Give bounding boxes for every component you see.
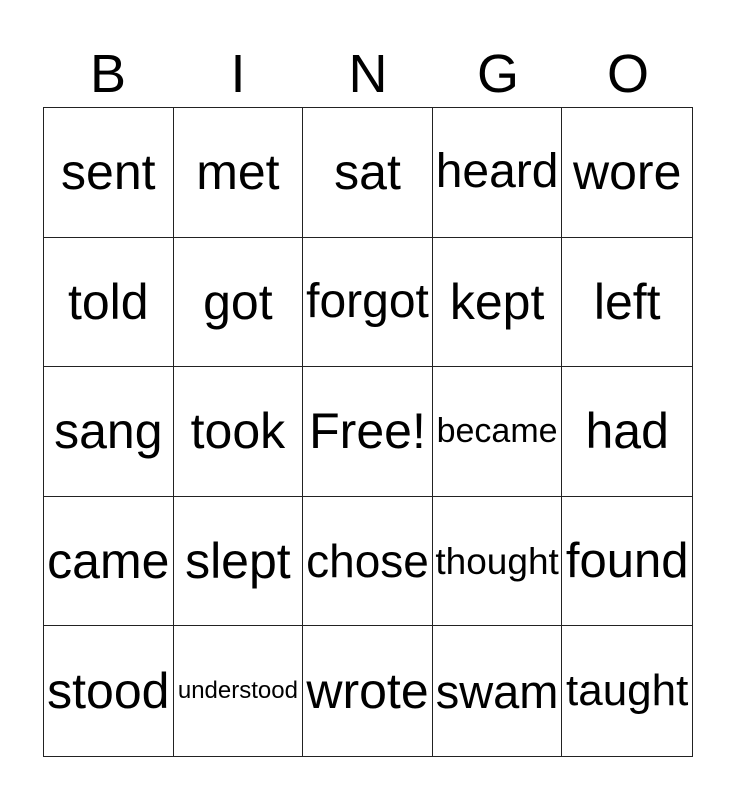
bingo-cell[interactable]: thought — [433, 497, 563, 627]
bingo-cell[interactable]: understood — [174, 626, 304, 756]
bingo-cell[interactable]: chose — [303, 497, 433, 627]
bingo-cell[interactable]: got — [174, 238, 304, 368]
bingo-cell[interactable]: sent — [44, 108, 174, 238]
bingo-cell[interactable]: slept — [174, 497, 304, 627]
bingo-cell[interactable]: wrote — [303, 626, 433, 756]
bingo-cell[interactable]: taught — [566, 666, 689, 716]
header-letter-b: B — [89, 44, 127, 104]
bingo-cell[interactable]: forgot — [303, 238, 433, 368]
header-letter-i: I — [230, 44, 246, 104]
bingo-cell[interactable]: heard — [433, 108, 563, 238]
bingo-cell[interactable]: became — [433, 367, 563, 497]
bingo-cell[interactable]: told — [44, 238, 174, 368]
bingo-cell[interactable]: took — [174, 367, 304, 497]
bingo-cell[interactable]: swam — [433, 626, 563, 756]
bingo-cell[interactable]: came — [44, 497, 174, 627]
header-letter-n: N — [348, 44, 388, 104]
bingo-cell[interactable]: kept — [433, 238, 563, 368]
bingo-board — [43, 107, 693, 757]
bingo-cell[interactable]: met — [174, 108, 304, 238]
header-letter-o: O — [606, 44, 649, 104]
bingo-header — [43, 42, 693, 106]
bingo-cell[interactable]: wore — [562, 108, 692, 238]
bingo-cell[interactable]: had — [562, 367, 692, 497]
bingo-cell[interactable]: sat — [303, 108, 433, 238]
bingo-cell[interactable]: sang — [44, 367, 174, 497]
bingo-cell[interactable]: left — [562, 238, 692, 368]
bingo-cell[interactable]: stood — [44, 626, 174, 756]
free-space-cell[interactable]: Free! — [303, 367, 433, 497]
bingo-cell[interactable]: found — [562, 497, 692, 627]
header-letter-g: G — [476, 44, 519, 104]
